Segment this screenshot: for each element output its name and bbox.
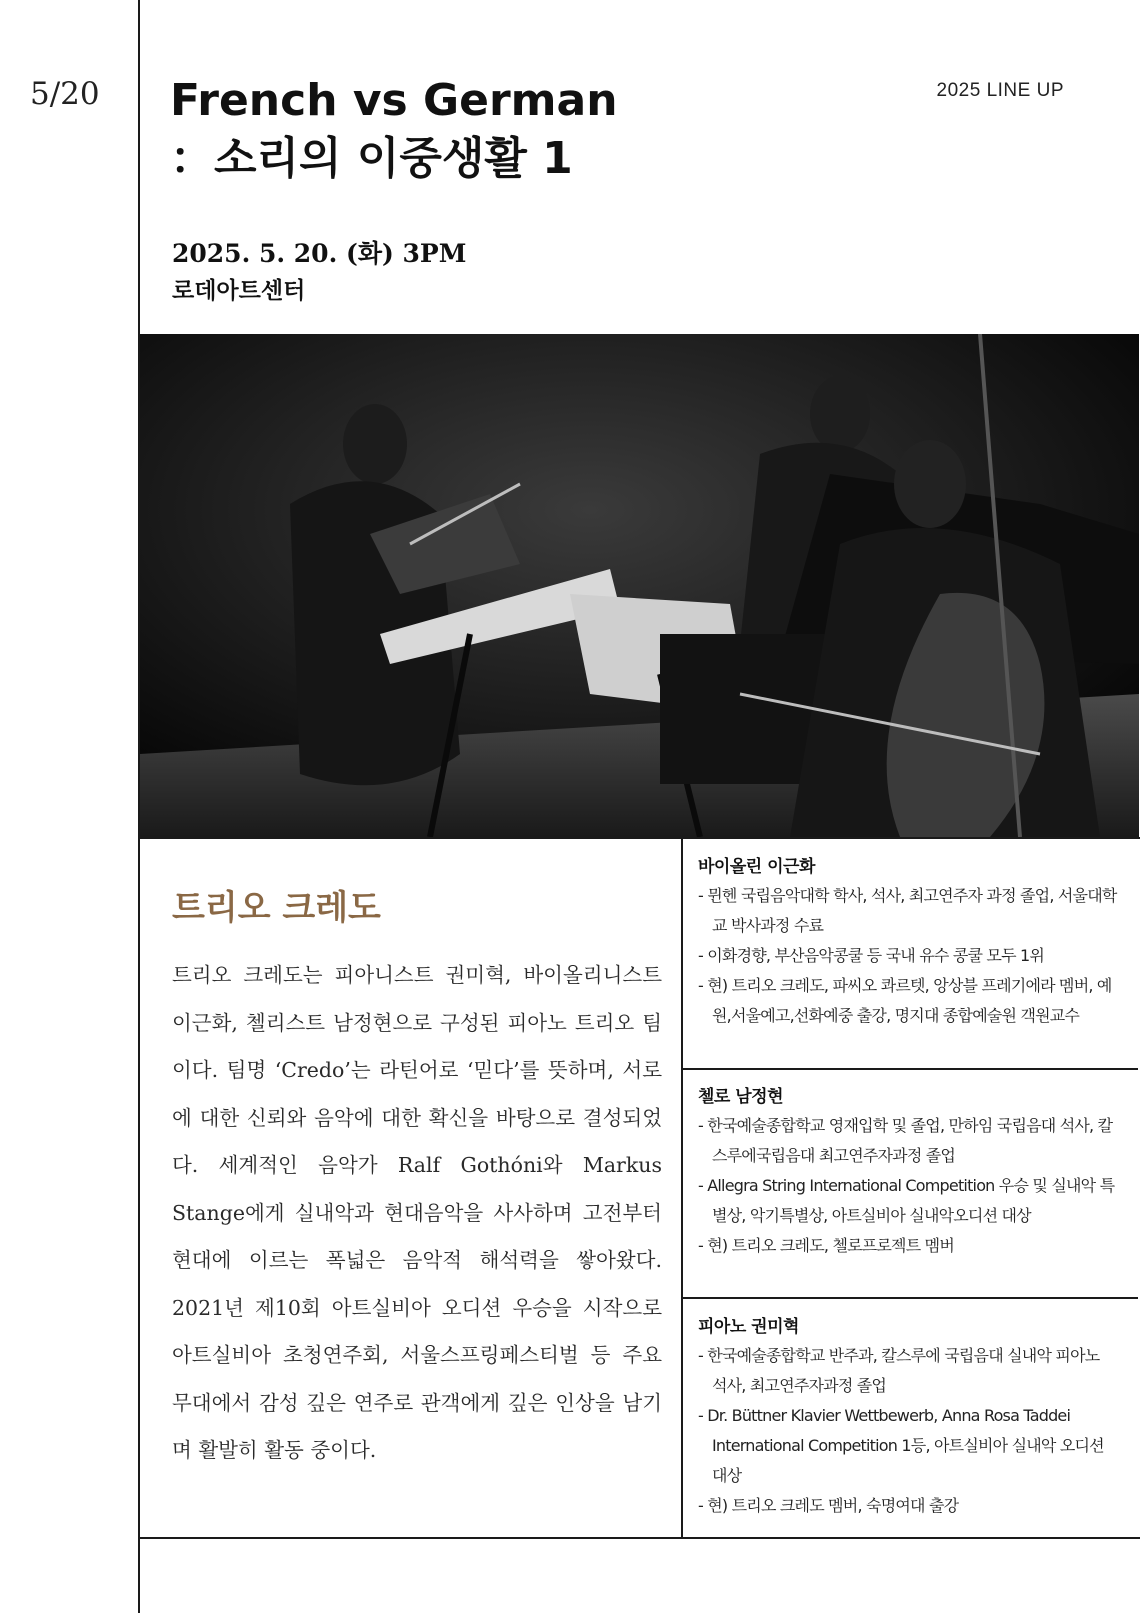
member-profile-list	[698, 881, 1118, 1031]
list-item: - 한국예술종합학교 영재입학 및 졸업, 만하임 국립음대 석사, 칼스루에국립음대 최고연주자과정 졸업	[698, 1116, 1113, 1165]
member-name: 바이올린 이근화	[698, 857, 815, 877]
member-divider-2	[683, 1297, 1138, 1299]
list-item: - Allegra String International Competition 우승 및 실내악 특별상, 악기특별상, 아트실비아 실내악오디션 대상	[698, 1176, 1115, 1225]
lineup-label: 2025 LINE UP	[936, 80, 1064, 101]
performance-photo-icon	[140, 334, 1139, 837]
list-item: - 이화경향, 부산음악콩쿨 등 국내 유수 콩쿨 모두 1위	[698, 946, 1045, 965]
list-item: - 현) 트리오 크레도 멤버, 숙명여대 출강	[698, 1496, 959, 1515]
title-line-2: ：소리의 이중생활 1	[170, 133, 573, 184]
member-profile-list	[698, 1111, 1118, 1261]
list-item: - Dr. Büttner Klavier Wettbewerb, Anna Rosa Taddei International Competition 1등, 아트실비아 실내악 오디션 대상	[698, 1406, 1104, 1485]
member-name: 첼로 남정현	[698, 1087, 784, 1107]
list-item: - 현) 트리오 크레도, 첼로프로젝트 멤버	[698, 1236, 954, 1255]
list-item: - 현) 트리오 크레도, 파씨오 콰르텟, 앙상블 프레기에라 멤버, 예원,서울예고,선화예중 출강, 명지대 종합예술원 객원교수	[698, 976, 1112, 1025]
page-title	[170, 72, 870, 188]
group-bio: 트리오 크레도는 피아니스트 권미혁, 바이올리니스트 이근화, 첼리스트 남정현으로 구성된 피아노 트리오 팀이다. 팀명 ‘Credo’는 라틴어로 ‘믿다’를 뜻하며, 서로에 대한 신뢰와 음악에 대한 확신을 바탕으로 결성되었다. 세계적인 음악가 Ralf Gothóni와 Markus Stange에게 실내악과 현대음악을 사사하며 고전부터 현대에 이르는 폭넓은 음악적 해석력을 쌓아왔다. 2021년 제10회 아트실비아 오디션 우승을 시작으로 아트실비아 초청연주회, 서울스프링페스티벌 등 주요 무대에서 감성 깊은 연주로 관객에게 깊은 인상을 남기며 활발히 활동 중이다.	[172, 963, 662, 1462]
member-profile-list	[698, 1341, 1118, 1521]
member-divider-1	[683, 1068, 1138, 1070]
member-violin	[698, 852, 1118, 1031]
group-name: 트리오 크레도	[172, 888, 381, 928]
member-cello	[698, 1082, 1118, 1261]
title-line-1: French vs German	[170, 75, 618, 126]
venue: 로데아트센터	[172, 278, 306, 304]
list-item: - 뮌헨 국립음악대학 학사, 석사, 최고연주자 과정 졸업, 서울대학교 박사과정 수료	[698, 886, 1117, 935]
content-bottom-rule	[138, 1537, 1140, 1539]
date-tag: 5/20	[30, 76, 100, 112]
column-divider	[681, 838, 683, 1538]
member-name: 피아노 권미혁	[698, 1317, 799, 1337]
list-item: - 한국예술종합학교 반주과, 칼스루에 국립음대 실내악 피아노 석사, 최고연주자과정 졸업	[698, 1346, 1100, 1395]
member-piano	[698, 1312, 1118, 1521]
performance-photo	[140, 334, 1139, 837]
event-date: 2025. 5. 20. (화) 3PM	[172, 239, 467, 268]
photo-bottom-rule	[138, 837, 1140, 839]
